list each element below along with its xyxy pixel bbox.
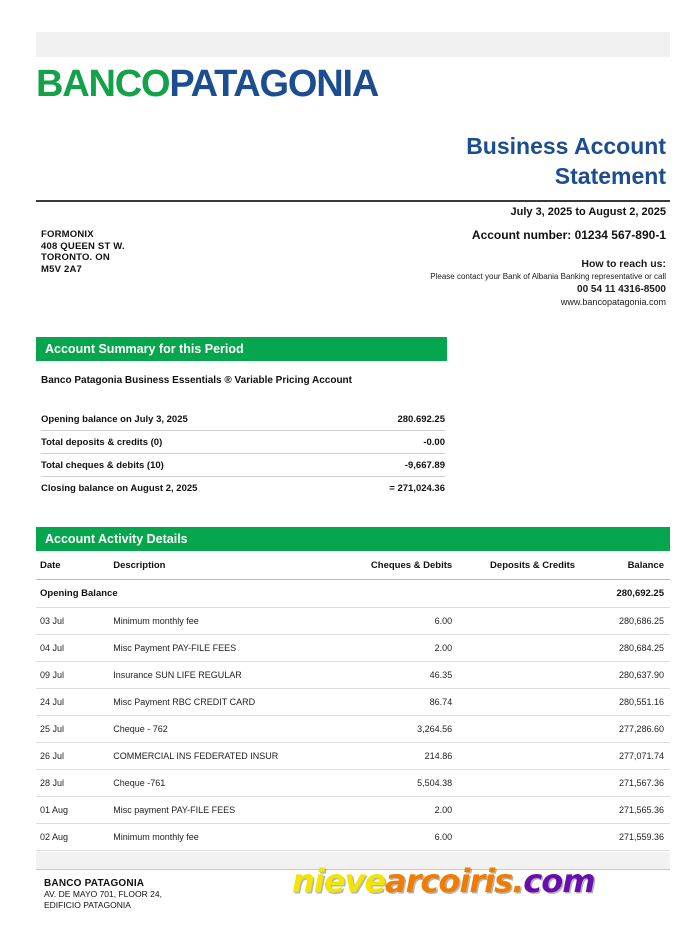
- footer-address-line1: AV. DE MAYO 701, FLOOR 24,: [44, 889, 162, 899]
- table-row: [36, 608, 670, 635]
- summary-amount: 280.692.25: [339, 408, 445, 431]
- statement-period: July 3, 2025 to August 2, 2025: [510, 206, 666, 218]
- table-header-row: [36, 556, 670, 580]
- page-title-line2: Statement: [554, 163, 666, 189]
- cell-debit: 214.86: [343, 743, 459, 770]
- opening-balance-credit: [458, 580, 581, 608]
- table-row: [36, 716, 670, 743]
- cell-description: Misc Payment RBC CREDIT CARD: [109, 689, 342, 716]
- cell-date: 01 Aug: [36, 797, 109, 824]
- table-row: [36, 743, 670, 770]
- account-activity-table: [36, 556, 670, 851]
- cell-balance: 271,565.36: [581, 797, 670, 824]
- table-row: [36, 662, 670, 689]
- account-summary-header: Account Summary for this Period: [36, 337, 447, 361]
- cell-date: 26 Jul: [36, 743, 109, 770]
- cell-credit: [458, 662, 581, 689]
- cell-credit: [458, 608, 581, 635]
- cell-debit: 2.00: [343, 797, 459, 824]
- cell-description: Misc payment PAY-FILE FEES: [109, 797, 342, 824]
- opening-balance-debit: [343, 580, 459, 608]
- summary-amount: -9,667.89: [339, 454, 445, 477]
- summary-label: Total cheques & debits (10): [41, 454, 339, 477]
- summary-row: [41, 477, 445, 500]
- cell-date: 04 Jul: [36, 635, 109, 662]
- cell-balance: 277,286.60: [581, 716, 670, 743]
- account-summary-table: [41, 408, 445, 499]
- cell-balance: 271,567.36: [581, 770, 670, 797]
- cell-balance: 280,684.25: [581, 635, 670, 662]
- customer-address: [41, 229, 125, 275]
- cell-balance: 280,637.90: [581, 662, 670, 689]
- watermark-part-1: nieve: [292, 862, 386, 900]
- summary-row: [41, 431, 445, 454]
- cell-credit: [458, 689, 581, 716]
- opening-balance-amount: 280,692.25: [581, 580, 670, 608]
- cell-debit: 86.74: [343, 689, 459, 716]
- cell-debit: 6.00: [343, 608, 459, 635]
- watermark: [292, 862, 595, 900]
- cell-credit: [458, 797, 581, 824]
- watermark-part-3: com: [523, 862, 595, 900]
- cell-date: 28 Jul: [36, 770, 109, 797]
- account-activity-header: Account Activity Details: [36, 527, 670, 551]
- logo-text-banco: BANCO: [36, 63, 170, 105]
- summary-row: [41, 408, 445, 431]
- cell-date: 24 Jul: [36, 689, 109, 716]
- cell-debit: 2.00: [343, 635, 459, 662]
- account-number: Account number: 01234 567-890-1: [471, 228, 666, 242]
- summary-label: Total deposits & credits (0): [41, 431, 339, 454]
- table-row-opening-balance: [36, 580, 670, 608]
- table-row: [36, 824, 670, 851]
- footer-address-line2: EDIFICIO PATAGONIA: [44, 900, 131, 910]
- contact-website: www.bancopatagonia.com: [560, 297, 666, 307]
- cell-debit: 6.00: [343, 824, 459, 851]
- contact-instruction: Please contact your Bank of Albania Banking representative or call: [430, 272, 666, 281]
- column-header-date: Date: [36, 556, 109, 580]
- product-name: Banco Patagonia Business Essentials ® Variable Pricing Account: [41, 375, 352, 386]
- column-header-debits: Cheques & Debits: [343, 556, 459, 580]
- cell-debit: 5,504.38: [343, 770, 459, 797]
- cell-credit: [458, 743, 581, 770]
- cell-debit: 46.35: [343, 662, 459, 689]
- cell-date: 09 Jul: [36, 662, 109, 689]
- cell-description: Cheque - 762: [109, 716, 342, 743]
- cell-credit: [458, 716, 581, 743]
- cell-balance: 280,686.25: [581, 608, 670, 635]
- contact-block: [226, 258, 666, 308]
- contact-phone: 00 54 11 4316-8500: [577, 284, 666, 295]
- customer-street: 408 QUEEN ST W.: [41, 240, 125, 252]
- contact-heading: How to reach us:: [581, 258, 666, 270]
- summary-label: Opening balance on July 3, 2025: [41, 408, 339, 431]
- cell-debit: 3,264.56: [343, 716, 459, 743]
- footer-address: [44, 878, 162, 911]
- summary-amount: -0.00: [339, 431, 445, 454]
- table-row: [36, 797, 670, 824]
- watermark-part-2: arcoiris.: [385, 862, 524, 900]
- top-gray-band: [36, 32, 670, 57]
- cell-description: Insurance SUN LIFE REGULAR: [109, 662, 342, 689]
- cell-description: Minimum monthly fee: [109, 824, 342, 851]
- cell-description: Minimum monthly fee: [109, 608, 342, 635]
- cell-date: 25 Jul: [36, 716, 109, 743]
- customer-name: FORMONIX: [41, 229, 94, 240]
- cell-balance: 271,559.36: [581, 824, 670, 851]
- summary-label: Closing balance on August 2, 2025: [41, 483, 198, 494]
- customer-city: TORONTO. ON: [41, 252, 110, 263]
- cell-description: COMMERCIAL INS FEDERATED INSUR: [109, 743, 342, 770]
- page-title: [226, 131, 666, 191]
- table-row: [36, 689, 670, 716]
- title-divider: [36, 200, 670, 202]
- cell-date: 02 Aug: [36, 824, 109, 851]
- column-header-description: Description: [109, 556, 342, 580]
- table-row: [36, 770, 670, 797]
- bank-logo: [36, 63, 378, 106]
- table-row: [36, 635, 670, 662]
- column-header-balance: Balance: [581, 556, 670, 580]
- footer-bank-name: BANCO PATAGONIA: [44, 878, 145, 889]
- logo-text-patagonia: PATAGONIA: [169, 63, 379, 105]
- customer-postal: M5V 2A7: [41, 263, 83, 275]
- opening-balance-label: Opening Balance: [36, 580, 343, 608]
- column-header-credits: Deposits & Credits: [458, 556, 581, 580]
- cell-description: Cheque -761: [109, 770, 342, 797]
- cell-description: Misc Payment PAY-FILE FEES: [109, 635, 342, 662]
- cell-credit: [458, 635, 581, 662]
- cell-credit: [458, 770, 581, 797]
- page-title-line1: Business Account: [466, 133, 666, 159]
- cell-credit: [458, 824, 581, 851]
- cell-date: 03 Jul: [36, 608, 109, 635]
- summary-amount: = 271,024.36: [389, 483, 445, 494]
- cell-balance: 280,551.16: [581, 689, 670, 716]
- summary-row: [41, 454, 445, 477]
- cell-balance: 277,071.74: [581, 743, 670, 770]
